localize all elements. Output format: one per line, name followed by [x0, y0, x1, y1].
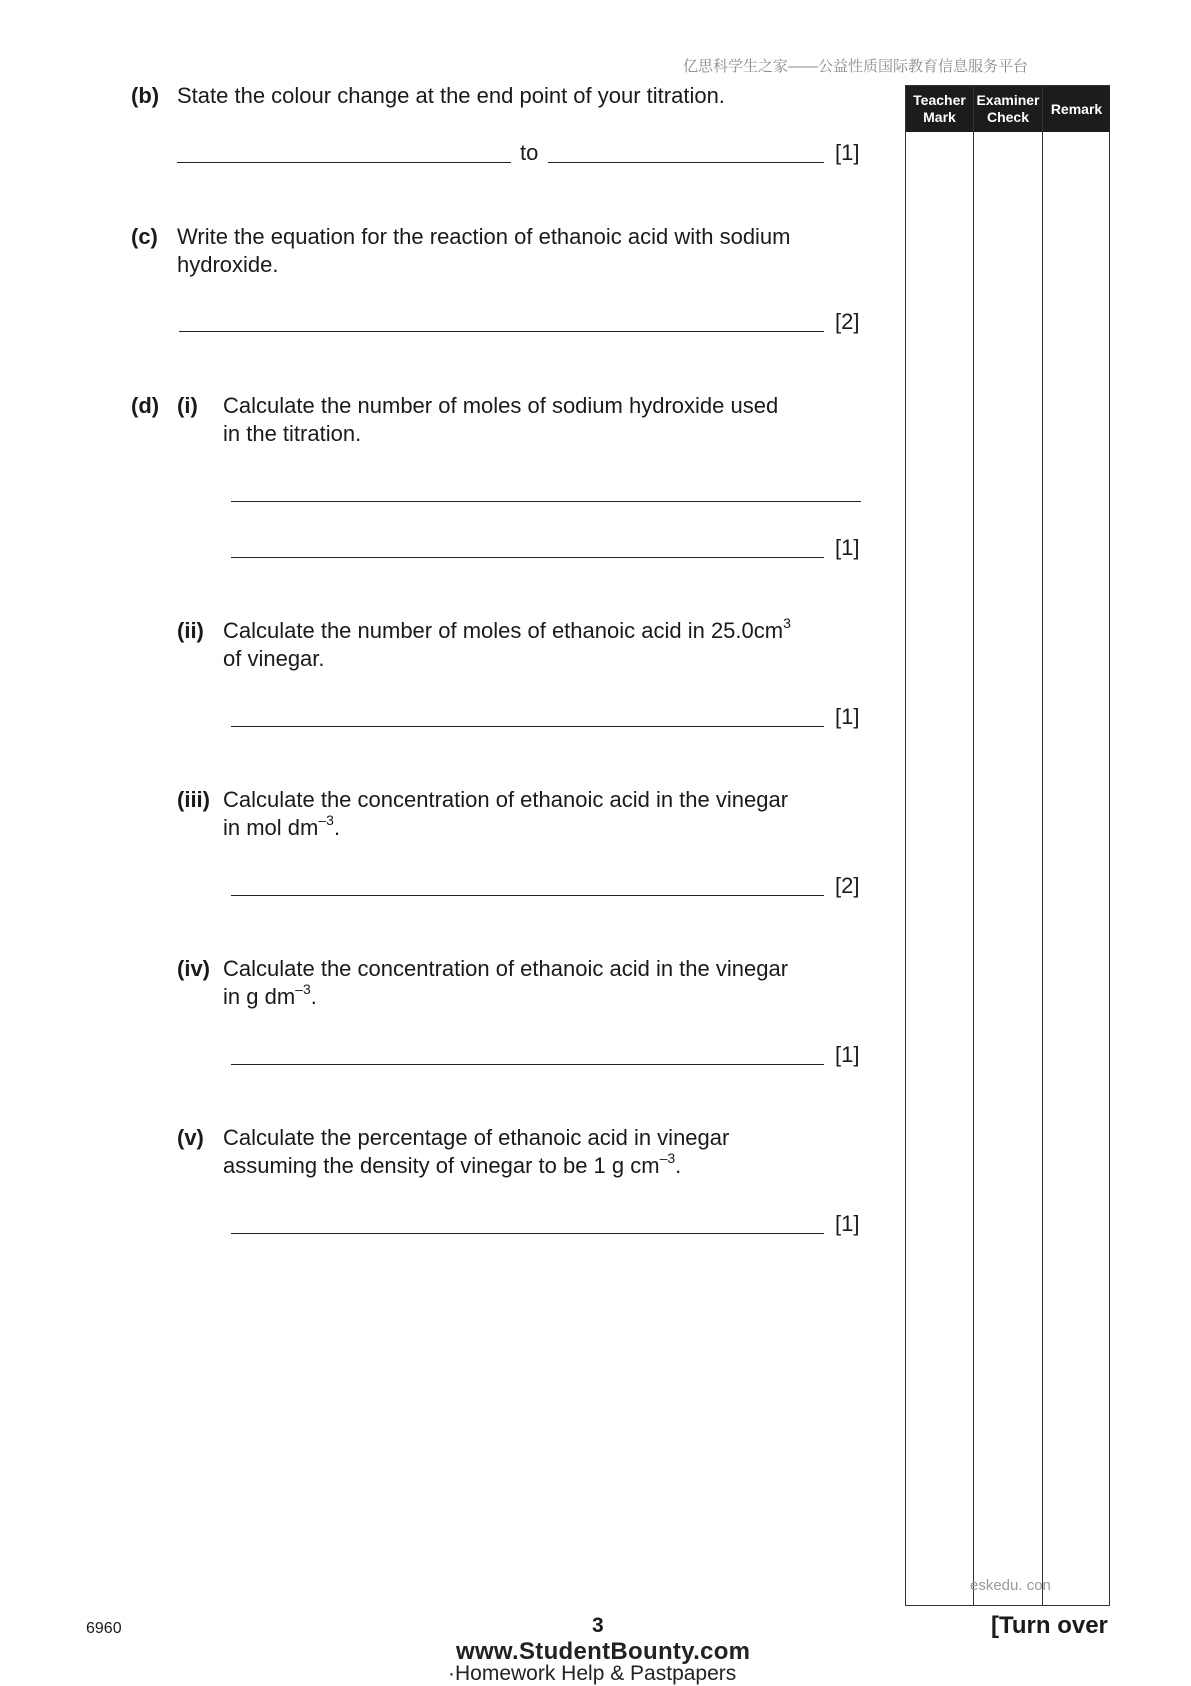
answer-line-d-iv[interactable] — [231, 1064, 824, 1065]
question-d-iv-text-line2: in g $dm^{-3}$. — [223, 980, 317, 1009]
question-c-label: (c) — [131, 224, 158, 249]
question-d-v-mark: [1] — [835, 1211, 860, 1236]
question-d-i-label: (i) — [177, 393, 198, 418]
answer-line-d-iii[interactable] — [231, 895, 824, 896]
header-watermark: 亿思科学生之家——公益性质国际教育信息服务平台 — [683, 58, 1029, 75]
question-d-ii-text-line1: Calculate the number of moles of ethanoic acid in $25.0cm^3$ — [223, 614, 791, 643]
question-c-mark: [2] — [835, 309, 860, 334]
examiner-margin-table — [905, 85, 1110, 1606]
question-d-iii-mark: [2] — [835, 873, 860, 898]
question-c-text-line2: hydroxide. — [177, 252, 279, 277]
question-d-v-label: (v) — [177, 1125, 204, 1150]
question-d-ii-label: (ii) — [177, 618, 204, 643]
page-number: 3 — [592, 1614, 604, 1637]
question-d-ii-text-line2: of vinegar. — [223, 646, 325, 671]
question-d-i-text-line2: in the titration. — [223, 421, 362, 446]
question-d-iv-label: (iv) — [177, 956, 210, 981]
teacher-mark-header: Teacher Mark — [906, 86, 973, 132]
column-divider — [1042, 86, 1043, 1605]
answer-line-b-from[interactable] — [177, 162, 511, 163]
answer-line-b-to[interactable] — [548, 162, 824, 163]
answer-line-d-i-2[interactable] — [231, 557, 824, 558]
question-b-to: to — [520, 140, 539, 165]
homework-help-watermark: ·Homework Help & Pastpapers — [448, 1662, 737, 1685]
question-d-iv-mark: [1] — [835, 1042, 860, 1067]
question-b-text: State the colour change at the end point of your titration. — [177, 83, 725, 108]
question-d-v-text-line1: Calculate the percentage of ethanoic acid in vinegar — [223, 1125, 730, 1150]
question-d-iii-text-line1: Calculate the concentration of ethanoic acid in the vinegar — [223, 787, 789, 812]
question-d-v-text-line2: assuming the density of vinegar to be 1 g $cm^{-3}$. — [223, 1149, 682, 1178]
question-d-label: (d) — [131, 393, 160, 418]
question-d-i-text-line1: Calculate the number of moles of sodium hydroxide used — [223, 393, 779, 418]
question-b-label: (b) — [131, 83, 160, 108]
answer-line-c[interactable] — [179, 331, 824, 332]
eskedu-watermark: eskedu. con — [970, 1577, 1051, 1594]
paper-code: 6960 — [86, 1620, 122, 1637]
answer-line-d-v[interactable] — [231, 1233, 824, 1234]
question-d-iii-label: (iii) — [177, 787, 210, 812]
examiner-check-header: Examiner Check — [974, 86, 1042, 132]
question-d-iv-text-line1: Calculate the concentration of ethanoic acid in the vinegar — [223, 956, 789, 981]
column-divider — [973, 86, 974, 1605]
answer-line-d-ii[interactable] — [231, 726, 824, 727]
question-d-i-mark: [1] — [835, 535, 860, 560]
remark-header: Remark — [1043, 86, 1110, 132]
question-d-iii-text-line2: in mol $dm^{-3}$. — [223, 811, 341, 840]
question-c-text-line1: Write the equation for the reaction of ethanoic acid with sodium — [177, 224, 791, 249]
answer-line-d-i-1[interactable] — [231, 501, 861, 502]
studentbounty-watermark: www.StudentBounty.com — [456, 1638, 751, 1665]
question-d-ii-mark: [1] — [835, 704, 860, 729]
turn-over-label: [Turn over — [991, 1612, 1108, 1639]
question-b-mark: [1] — [835, 140, 860, 165]
